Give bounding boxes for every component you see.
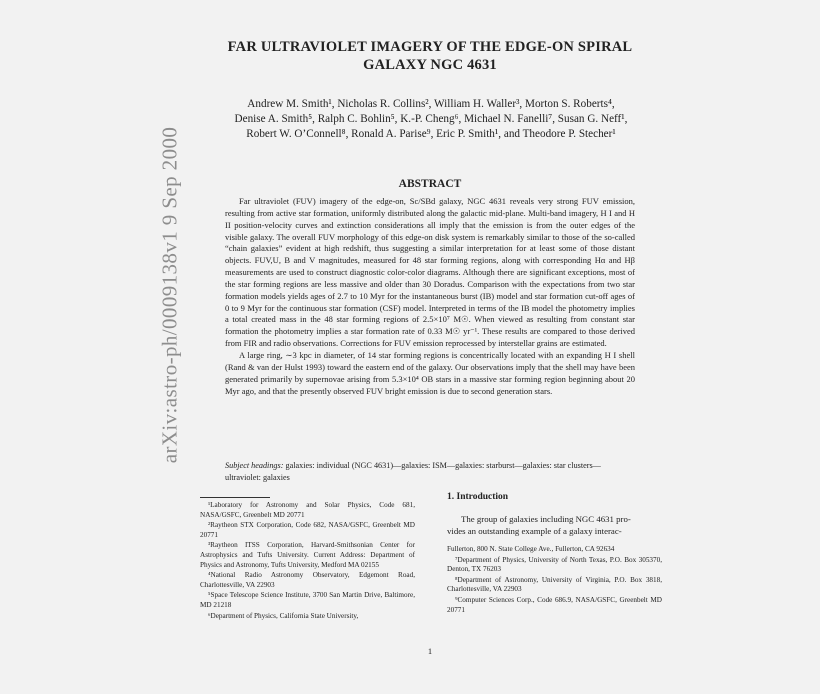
intro-line: vides an outstanding example of a galaxy interac- [447, 525, 622, 536]
subject-headings-text: galaxies: individual (NGC 4631)—galaxies: ISM—galaxies: starburst—galaxies: star clusters—ultraviolet: galaxies [225, 461, 601, 482]
page-number: 1 [427, 646, 433, 656]
footnote: ²Raytheon STX Corporation, Code 682, NASA/GSFC, Greenbelt MD 20771 [200, 521, 415, 539]
footnotes-left-column [200, 501, 415, 622]
footnote: ⁶Department of Physics, California State University, [208, 611, 359, 620]
arxiv-identifier-stamp: arXiv:astro-ph/0009138v1 9 Sep 2000 [157, 126, 182, 464]
footnote: ⁷Department of Physics, University of North Texas, P.O. Box 305370, Denton, TX 76203 [447, 555, 662, 574]
subject-headings [225, 460, 635, 483]
author-line: Robert W. O’Connell⁸, Ronald A. Parise⁹, Eric P. Smith¹, and Theodore P. Stecher¹ [246, 128, 616, 140]
footnote: ⁵Space Telescope Science Institute, 3700 San Martin Drive, Baltimore, MD 21218 [200, 591, 415, 609]
footnote-rule [200, 497, 270, 498]
footnotes-right-column [447, 545, 662, 616]
section-heading-introduction: 1. Introduction [447, 492, 509, 502]
footnote: ⁹Computer Sciences Corp., Code 686.9, NASA/GSFC, Greenbelt MD 20771 [447, 595, 662, 614]
author-list [196, 97, 666, 142]
subject-headings-label: Subject headings: [225, 461, 284, 470]
introduction-body [447, 514, 672, 537]
footnote: ⁴National Radio Astronomy Observatory, Edgemont Road, Charlottesville, VA 22903 [200, 571, 415, 589]
footnote: ³Raytheon ITSS Corporation, Harvard-Smithsonian Center for Astrophysics and Tufts University. Current Address: Department of Physics and Astronomy, Tufts University, Medford MA 02155 [200, 541, 415, 569]
title-line: FAR ULTRAVIOLET IMAGERY OF THE EDGE-ON SPIRAL [227, 39, 633, 55]
paper-title [200, 38, 660, 74]
author-line: Denise A. Smith⁵, Ralph C. Bohlin⁵, K.-P. Cheng⁶, Michael N. Fanelli⁷, Susan G. Neff¹, [234, 113, 628, 125]
footnote-continuation: Fullerton, 800 N. State College Ave., Fullerton, CA 92634 [447, 545, 615, 553]
title-line: GALAXY NGC 4631 [363, 57, 497, 73]
intro-line: The group of galaxies including NGC 4631 pro- [461, 514, 631, 524]
author-line: Andrew M. Smith¹, Nicholas R. Collins², William H. Waller³, Morton S. Roberts⁴, [247, 98, 615, 110]
footnote: ⁸Department of Astronomy, University of Virginia, P.O. Box 3818, Charlottesville, VA 22903 [447, 575, 662, 594]
abstract-heading: ABSTRACT [398, 178, 462, 190]
abstract-body [225, 196, 635, 397]
footnote: ¹Laboratory for Astronomy and Solar Physics, Code 681, NASA/GSFC, Greenbelt MD 20771 [200, 501, 415, 519]
abstract-paragraph: Far ultraviolet (FUV) imagery of the edge-on, Sc/SBd galaxy, NGC 4631 reveals very strong FUV emission, resulting from active star formation, uniformly distributed along the galactic mid-plane. Multi-band imagery, H I and H II position-velocity curves and extinction considerations all imply that the emission is from the outer edges of the visible galaxy. The overall FUV morphology of this edge-on disk system is remarkably similar to those of the so-called “chain galaxies” evident at high redshift, thus suggesting a similar interpretation for at least some of those distant objects. FUV,U, B and V magnitudes, measured for 48 star forming regions, along with corresponding Hα and Hβ measurements are used to construct diagnostic color-color diagrams. Although there are significant exceptions, most of the star forming regions are less massive and older than 30 Doradus. Comparison with the expectations from two star formation models yields ages of 2.7 to 10 Myr for the instantaneous burst (IB) model and star formation cut-off ages of 0 to 9 Myr for the continuous star formation (CSF) model. Interpreted in terms of the IB model the photometry implies a total created mass in the 48 star forming regions of 2.5×10⁷ M☉. When viewed as resulting from constant star formation the photometry implies a star formation rate of 0.33 M☉ yr⁻¹. These results are compared to those derived from FIR and radio observations. Corrections for FUV emission reprocessed by interstellar grains are estimated. [225, 196, 635, 349]
abstract-paragraph: A large ring, ∼3 kpc in diameter, of 14 star forming regions is concentrically located with an expanding H I shell (Rand & van der Hulst 1993) toward the eastern end of the galaxy. Our observations imply that the shell may have been generated primarily by supernovae arising from 5.3×10⁴ OB stars in a massive star forming region beginning about 20 Myr ago, and that the presently observed FUV bright emission is due to second generation stars. [225, 349, 635, 396]
